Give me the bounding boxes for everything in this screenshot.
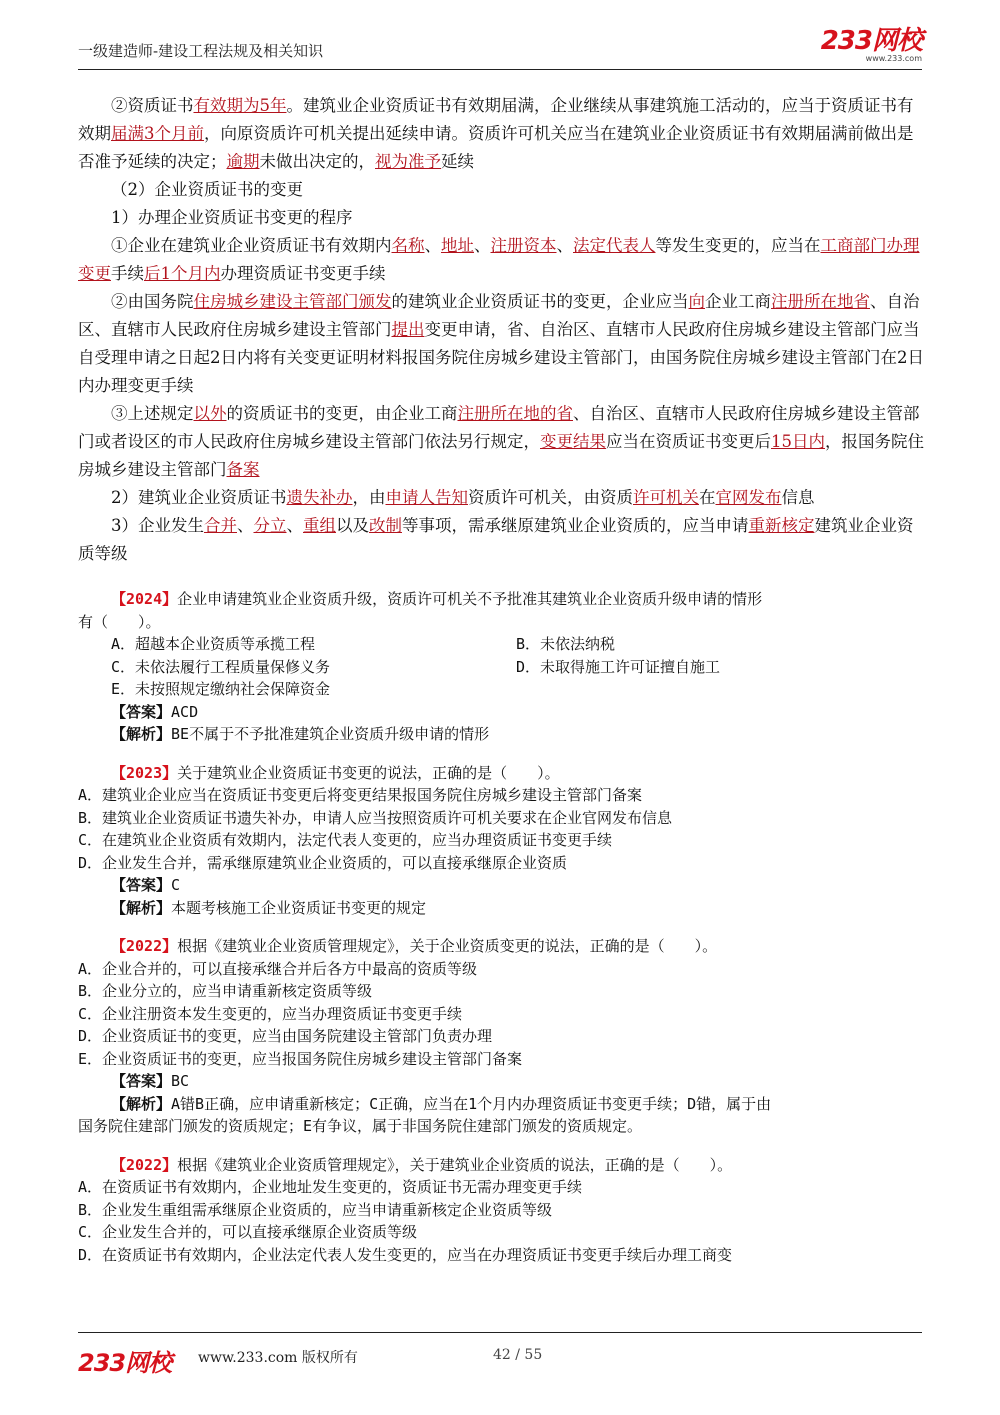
keyword: 地址 [441,236,474,255]
answer [78,874,924,897]
paragraph-change-1 [78,232,924,288]
explanation-label: 【解析】 [111,725,172,743]
explanation-text: BE不属于不予批准建筑企业资质升级申请的情形 [171,725,490,743]
logo-text: 233网校 [820,26,922,56]
explanation-text: A错B正确，应申请重新核定；C正确，应当在1个月内办理资质证书变更手续；D错，属于由 [171,1094,772,1113]
keyword: 15日内 [771,432,825,451]
text: 建筑业企业资质等级 [78,516,914,563]
keyword: 向 [688,292,705,311]
text: 。建筑业企业资质证书有效期届满，企业继续从事建筑施工活动的，应当于资质证书有效期 [78,96,914,143]
question-year: 【2022】 [111,937,178,955]
keyword: 法定代表人 [573,236,656,255]
question-year: 【2022】 [111,1155,178,1174]
stem-text: 根据《建筑业企业资质管理规定》，关于企业资质变更的说法，正确的是（ ）。 [177,937,718,955]
paragraph-lost-reissue [78,484,924,512]
keyword: 以外 [193,404,227,423]
text: 等发生变更的，应当在 [655,236,821,255]
answer [78,701,924,724]
option-c: C．企业注册资本发生变更的，应当办理资质证书变更手续 [78,1004,463,1023]
keyword: 许可机关 [633,488,699,507]
keyword: 注册所在地的省 [457,404,573,423]
question-year: 【2023】 [111,763,178,782]
text: ②由国务院 [111,292,194,311]
question-2023 [78,762,924,920]
answer [78,1070,924,1093]
keyword: 注册所在地省 [771,292,870,311]
question-year: 【2024】 [111,590,178,608]
stem-text: 关于建筑业企业资质证书变更的说法，正确的是（ ）。 [177,763,560,782]
text: 手续 [111,264,144,283]
explanation [78,1093,924,1116]
keyword: 届满3个月前 [111,124,204,143]
text: 资质许可机关，由资质 [468,488,633,507]
option-a: A．超越本企业资质等承揽工程 [111,635,316,653]
question-stem [78,762,924,785]
subsection-heading: 1）办理企业资质证书变更的程序 [111,208,353,227]
explanation-text-cont: 国务院住建部门颁发的资质规定；E有争议，属于非国务院住建部门颁发的资质规定。 [78,1117,643,1135]
text: 的资质证书的变更，由企业工商 [226,404,458,423]
text: 的建筑业企业资质证书的变更，企业应当 [391,292,689,311]
keyword: 后1个月内 [144,264,221,283]
option-a: A．在资质证书有效期内，企业地址发生变更的，资质证书无需办理变更手续 [78,1178,583,1196]
text: ②资质证书 [111,96,194,115]
answer-label: 【答案】 [111,876,172,894]
text: ，报国务院住房城乡建设主管部门 [78,432,924,479]
text: 、自治区、直辖市人民政府住房城乡建设主管部门或者设区的市人民政府住房城乡建设主管部门依法另行规定， [78,404,920,451]
text: 、 [424,236,441,255]
keyword: 变更结果 [540,432,606,451]
option-d: D．企业资质证书的变更，应当由国务院建设主管部门负责办理 [78,1027,493,1045]
page-number: 42 / 55 [493,1347,543,1363]
text: 2）建筑业企业资质证书 [111,488,287,507]
section-heading: （2）企业资质证书的变更 [111,180,303,199]
answer-value: BC [171,1072,190,1090]
option-row [78,656,924,679]
text: 、 [286,516,303,535]
footer-logo: 233网校 [78,1349,172,1377]
copyright-text: www.233.com 版权所有 [198,1350,358,1366]
text: 延续 [441,152,474,171]
text: ，向原资质许可机关提出延续申请。资质许可机关应当在建筑业企业资质证书有效期届满前做出是否准予延续的决定； [78,124,914,171]
explanation-label: 【解析】 [111,1094,172,1113]
keyword: 逾期 [226,152,260,171]
text: ，由 [352,488,386,507]
text: 、自治区、直辖市人民政府住房城乡建设主管部门 [78,292,920,339]
keyword: 重新核定 [748,516,815,535]
keyword: 遗失补办 [286,488,353,507]
keyword: 有效期为5年 [193,96,287,115]
question-stem-cont: 有（ ）。 [78,612,161,631]
option-e: E．未按照规定缴纳社会保障资金 [111,680,331,698]
option-b: B．企业分立的，应当申请重新核定资质等级 [78,982,373,1000]
question-2022-a [78,935,924,1138]
answer-label: 【答案】 [111,702,172,721]
page-header [78,28,922,70]
keyword: 备案 [226,460,260,479]
document-title: 一级建造师-建设工程法规及相关知识 [78,42,324,60]
answer-value: C [171,876,181,894]
option-b: B．未依法纳税 [516,635,616,653]
brand-logo [821,28,922,64]
text: 企业工商 [705,292,771,311]
exam-questions [78,588,924,1282]
option-d: D．在资质证书有效期内，企业法定代表人发生变更的，应当在办理资质证书变更手续后办理工商变 [78,1245,733,1264]
text: 3）企业发生 [111,516,204,535]
paragraph-change-2 [78,288,924,400]
stem-text: 根据《建筑业企业资质管理规定》，关于建筑业企业资质的说法，正确的是（ ）。 [177,1155,733,1174]
keyword: 改制 [369,516,402,535]
keyword: 官网发布 [715,488,782,507]
keyword: 视为准予 [375,152,441,171]
keyword: 分立 [253,516,287,535]
explanation-label: 【解析】 [111,898,172,917]
paragraph-merger [78,512,924,568]
option-c: C．企业发生合并的，可以直接承继原企业资质等级 [78,1223,418,1241]
option-a: A．建筑业企业应当在资质证书变更后将变更结果报国务院住房城乡建设主管部门备案 [78,786,643,804]
main-content [78,92,924,568]
paragraph-change-3 [78,400,924,484]
question-stem [78,935,924,958]
option-e: E．企业资质证书的变更，应当报国务院住房城乡建设主管部门备案 [78,1049,523,1068]
question-stem [78,1154,924,1177]
option-c: C．未依法履行工程质量保修义务 [111,657,331,676]
keyword: 提出 [391,320,425,339]
keyword: 住房城乡建设主管部门颁发 [193,292,392,311]
text: 以及 [336,516,369,535]
option-b: B．建筑业企业资质证书遗失补办，申请人应当按照资质许可机关要求在企业官网发布信息 [78,808,673,827]
question-2024 [78,588,924,746]
text: ①企业在建筑业企业资质证书有效期内 [111,236,392,255]
keyword: 名称 [391,236,425,255]
question-2022-b [78,1154,924,1267]
option-b: B．企业发生重组需承继原企业资质的，应当申请重新核定企业资质等级 [78,1200,553,1219]
keyword: 合并 [204,516,237,535]
text: ③上述规定 [111,404,194,423]
explanation [78,723,924,746]
header-divider [78,69,922,70]
text: 等事项，需承继原建筑业企业资质的，应当申请 [402,516,749,535]
keyword: 注册资本 [490,236,557,255]
option-c: C．在建筑业企业资质有效期内，法定代表人变更的，应当办理资质证书变更手续 [78,831,613,849]
text: 变更申请，省、自治区、直辖市人民政府住房城乡建设主管部门应当自受理申请之日起2日内将有关变更证明材料报国务院住房城乡建设主管部门，由国务院住房城乡建设主管部门在2日内办理变更手续 [78,320,924,395]
paragraph-validity [78,92,924,176]
logo-url: www.233.com [865,54,922,63]
text: 、 [556,236,573,255]
answer-label: 【答案】 [111,1072,172,1090]
keyword: 工商部门办理变更 [78,236,920,283]
stem-text: 企业申请建筑业企业资质升级，资质许可机关不予批准其建筑业企业资质升级申请的情形 [177,590,763,608]
keyword: 申请人告知 [385,488,468,507]
option-d: D．未取得施工许可证擅自施工 [516,657,721,676]
option-a: A．企业合并的，可以直接承继合并后各方中最高的资质等级 [78,959,478,978]
answer-value: ACD [171,702,199,721]
text: 办理资质证书变更手续 [220,264,386,283]
question-stem [78,588,924,611]
text: 、 [237,516,254,535]
option-row [78,633,924,656]
option-d: D．企业发生合并，需承继原建筑业企业资质的，可以直接承继原企业资质 [78,853,568,872]
explanation-text: 本题考核施工企业资质证书变更的规定 [171,898,427,917]
text: 信息 [781,488,815,507]
explanation [78,897,924,920]
keyword: 重组 [303,516,336,535]
page-footer [78,1332,922,1377]
text: 在 [699,488,716,507]
text: 应当在资质证书变更后 [606,432,771,451]
text: 未做出决定的， [259,152,375,171]
text: 、 [474,236,491,255]
